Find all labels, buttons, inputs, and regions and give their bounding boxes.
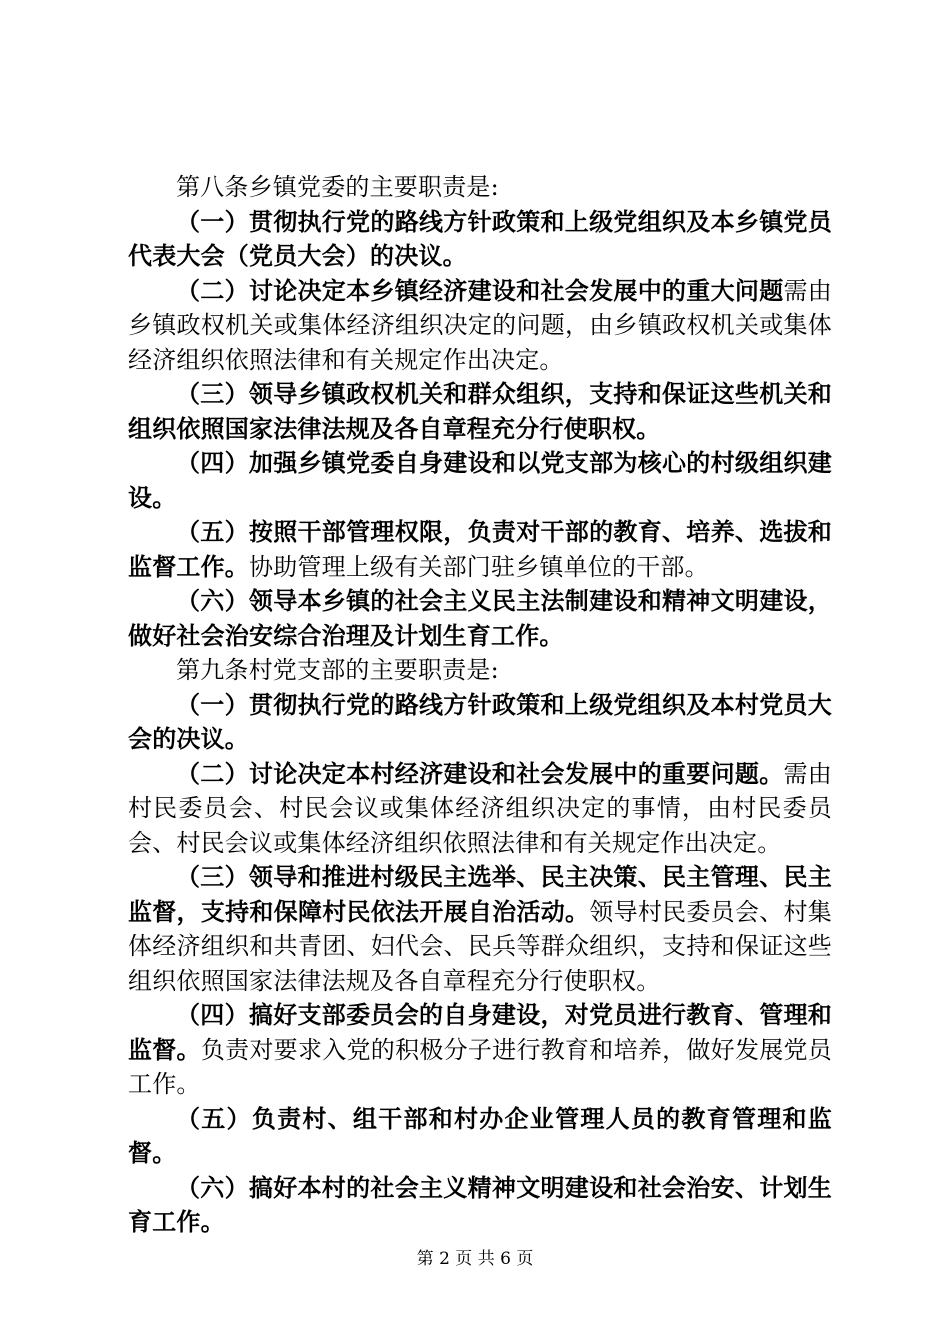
article-9-item-2	[128, 757, 832, 861]
page-footer	[0, 1244, 950, 1269]
paragraph-text: 领导村民委员会、村集体经济组织和共青团、妇代会、民兵等群众组织，支持和保证这些组织依照国家法律法规及各自章程充分行使职权。	[128, 897, 832, 995]
article-8-item-3	[128, 377, 832, 446]
article-9-item-3	[128, 860, 832, 998]
article-9-item-4	[128, 998, 832, 1102]
article-9-item-6	[128, 1171, 832, 1240]
paragraph-lead: （一）贯彻执行党的路线方针政策和上级党组织及本乡镇党员代表大会（党员大会）的决议。	[128, 207, 832, 270]
document-body	[128, 170, 832, 1240]
paragraph-lead: （六）搞好本村的社会主义精神文明建设和社会治安、计划生育工作。	[128, 1173, 832, 1236]
article-9-item-5	[128, 1102, 832, 1171]
paragraph-text: 第八条乡镇党委的主要职责是:	[176, 173, 499, 201]
paragraph-lead: （四）加强乡镇党委自身建设和以党支部为核心的村级组织建设。	[128, 449, 832, 512]
paragraph-text: 需由乡镇政权机关或集体经济组织决定的问题，由乡镇政权机关或集体经济组织依照法律和有关规定作出决定。	[128, 276, 832, 374]
article-8-item-6	[128, 584, 832, 653]
article-8-item-4	[128, 446, 832, 515]
paragraph-text: 第九条村党支部的主要职责是:	[176, 656, 499, 684]
paragraph-lead: （五）负责村、组干部和村办企业管理人员的教育管理和监督。	[128, 1104, 832, 1167]
article-9-heading	[128, 653, 832, 688]
article-8-item-1	[128, 205, 832, 274]
article-8-item-5	[128, 515, 832, 584]
article-9-item-1	[128, 688, 832, 757]
paragraph-lead: （二）讨论决定本村经济建设和社会发展中的重要问题。	[176, 759, 784, 788]
paragraph-lead: （三）领导和推进村级民主选举、民主决策、民主管理、民主监督，支持和保障村民依法开展自治活动。	[128, 863, 832, 926]
article-8-item-2	[128, 274, 832, 378]
article-8-heading	[128, 170, 832, 205]
paragraph-lead: （四）搞好支部委员会的自身建设，对党员进行教育、管理和监督。	[128, 1001, 832, 1064]
paragraph-lead: （六）领导本乡镇的社会主义民主法制建设和精神文明建设，做好社会治安综合治理及计划生育工作。	[128, 587, 832, 650]
paragraph-lead: （三）领导乡镇政权机关和群众组织，支持和保证这些机关和组织依照国家法律法规及各自章程充分行使职权。	[128, 380, 832, 443]
paragraph-lead: （二）讨论决定本乡镇经济建设和社会发展中的重大问题	[176, 276, 784, 305]
paragraph-lead: （五）按照干部管理权限，负责对干部的教育、培养、选拔和监督工作。	[128, 518, 832, 581]
paragraph-lead: （一）贯彻执行党的路线方针政策和上级党组织及本村党员大会的决议。	[128, 690, 832, 753]
page-number: 第 2 页 共 6 页	[416, 1249, 534, 1269]
paragraph-text: 负责对要求入党的积极分子进行教育和培养，做好发展党员工作。	[128, 1035, 832, 1098]
paragraph-text: 需由村民委员会、村民会议或集体经济组织决定的事情，由村民委员会、村民会议或集体经济组织依照法律和有关规定作出决定。	[128, 759, 832, 857]
paragraph-text: 协助管理上级有关部门驻乡镇单位的干部。	[249, 552, 709, 581]
